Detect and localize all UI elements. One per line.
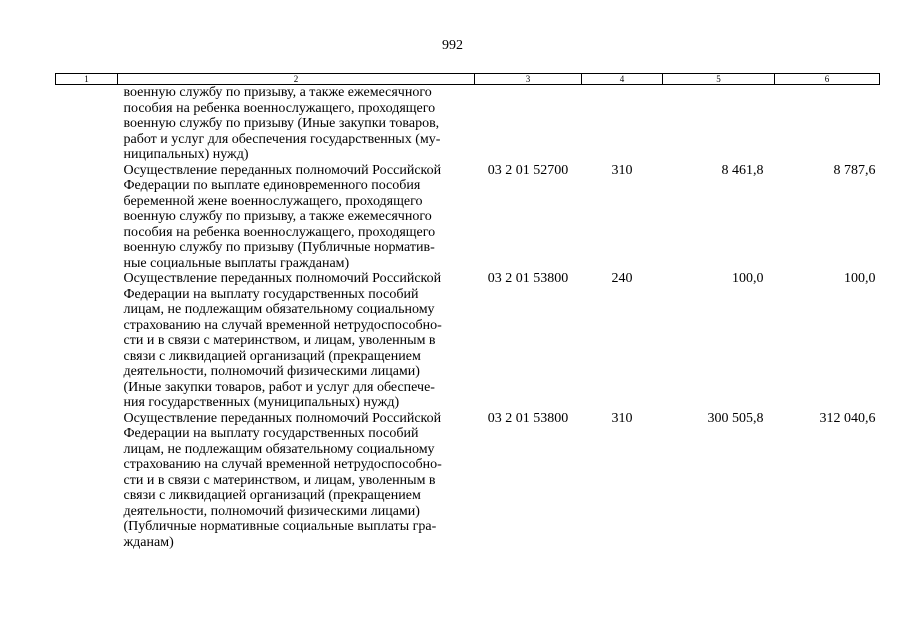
expense-type-cell: 310 bbox=[611, 162, 633, 178]
description-cell: Осуществление переданных полномочий Российской Федерации на выплату государственных пособий лицам, не подлежащим обязательному социальному страхованию на случай временной нетрудоспособно- сти и в связи с материнством, и лицам, уволенным в связи с ликвидацией организаций (прекращением деятельности, полномочий физическими лицами) (Иные закупки товаров, работ и услуг для обеспече- ния государственных (муниципальных) нужд) bbox=[123, 271, 442, 410]
table-row bbox=[56, 271, 880, 411]
expense-type-cell: 240 bbox=[611, 271, 633, 286]
table-row bbox=[56, 163, 880, 272]
code-cell bbox=[475, 85, 582, 163]
column-header-4: 4 bbox=[582, 74, 663, 85]
row-number-cell bbox=[56, 163, 118, 272]
amount-6-cell: 8 787,6 bbox=[833, 162, 876, 178]
amount-5-cell: 8 461,8 bbox=[721, 162, 764, 178]
description-cell: военную службу по призыву, а также ежемесячного пособия на ребенка военнослужащего, проходящего военную службу по призыву (Иные закупки товаров, работ и услуг для обеспечения государственных (му- ниципальных) нужд) bbox=[123, 85, 441, 162]
expense-type-cell: 310 bbox=[611, 410, 633, 426]
row-number-cell bbox=[56, 271, 118, 411]
amount-6-cell: 100,0 bbox=[844, 271, 876, 286]
column-header-3: 3 bbox=[475, 74, 582, 85]
column-header-6: 6 bbox=[775, 74, 880, 85]
code-cell: 03 2 01 53800 bbox=[487, 410, 569, 426]
table-row bbox=[56, 411, 880, 551]
column-number-row bbox=[56, 74, 880, 85]
row-number-cell bbox=[56, 85, 118, 163]
column-header-2: 2 bbox=[118, 74, 475, 85]
row-number-cell bbox=[56, 411, 118, 551]
column-header-5: 5 bbox=[663, 74, 775, 85]
amount-5-cell bbox=[663, 85, 775, 163]
budget-table bbox=[55, 73, 880, 550]
description-cell: Осуществление переданных полномочий Российской Федерации по выплате единовременного пособия беременной жене военнослужащего, проходящего военную службу по призыву, а также ежемесячного пособия на ребенка военнослужащего, проходящего военную службу по призыву (Публичные норматив- ные социальные выплаты гражданам) bbox=[123, 162, 442, 271]
code-cell: 03 2 01 53800 bbox=[487, 271, 569, 286]
code-cell: 03 2 01 52700 bbox=[487, 162, 569, 178]
table-row bbox=[56, 85, 880, 163]
page-number: 992 bbox=[442, 38, 463, 53]
amount-5-cell: 100,0 bbox=[732, 271, 764, 286]
table-body bbox=[56, 85, 880, 551]
column-header-1: 1 bbox=[56, 74, 118, 85]
amount-6-cell: 312 040,6 bbox=[819, 410, 876, 426]
expense-type-cell bbox=[582, 85, 663, 163]
amount-6-cell bbox=[775, 85, 880, 163]
table-header bbox=[56, 74, 880, 85]
amount-5-cell: 300 505,8 bbox=[707, 410, 764, 426]
description-cell: Осуществление переданных полномочий Российской Федерации на выплату государственных пособий лицам, не подлежащим обязательному социальному страхованию на случай временной нетрудоспособно- сти и в связи с материнством, и лицам, уволенным в связи с ликвидацией организаций (прекращением деятельности, полномочий физическими лицами) (Публичные нормативные социальные выплаты гра- жданам) bbox=[123, 410, 442, 550]
